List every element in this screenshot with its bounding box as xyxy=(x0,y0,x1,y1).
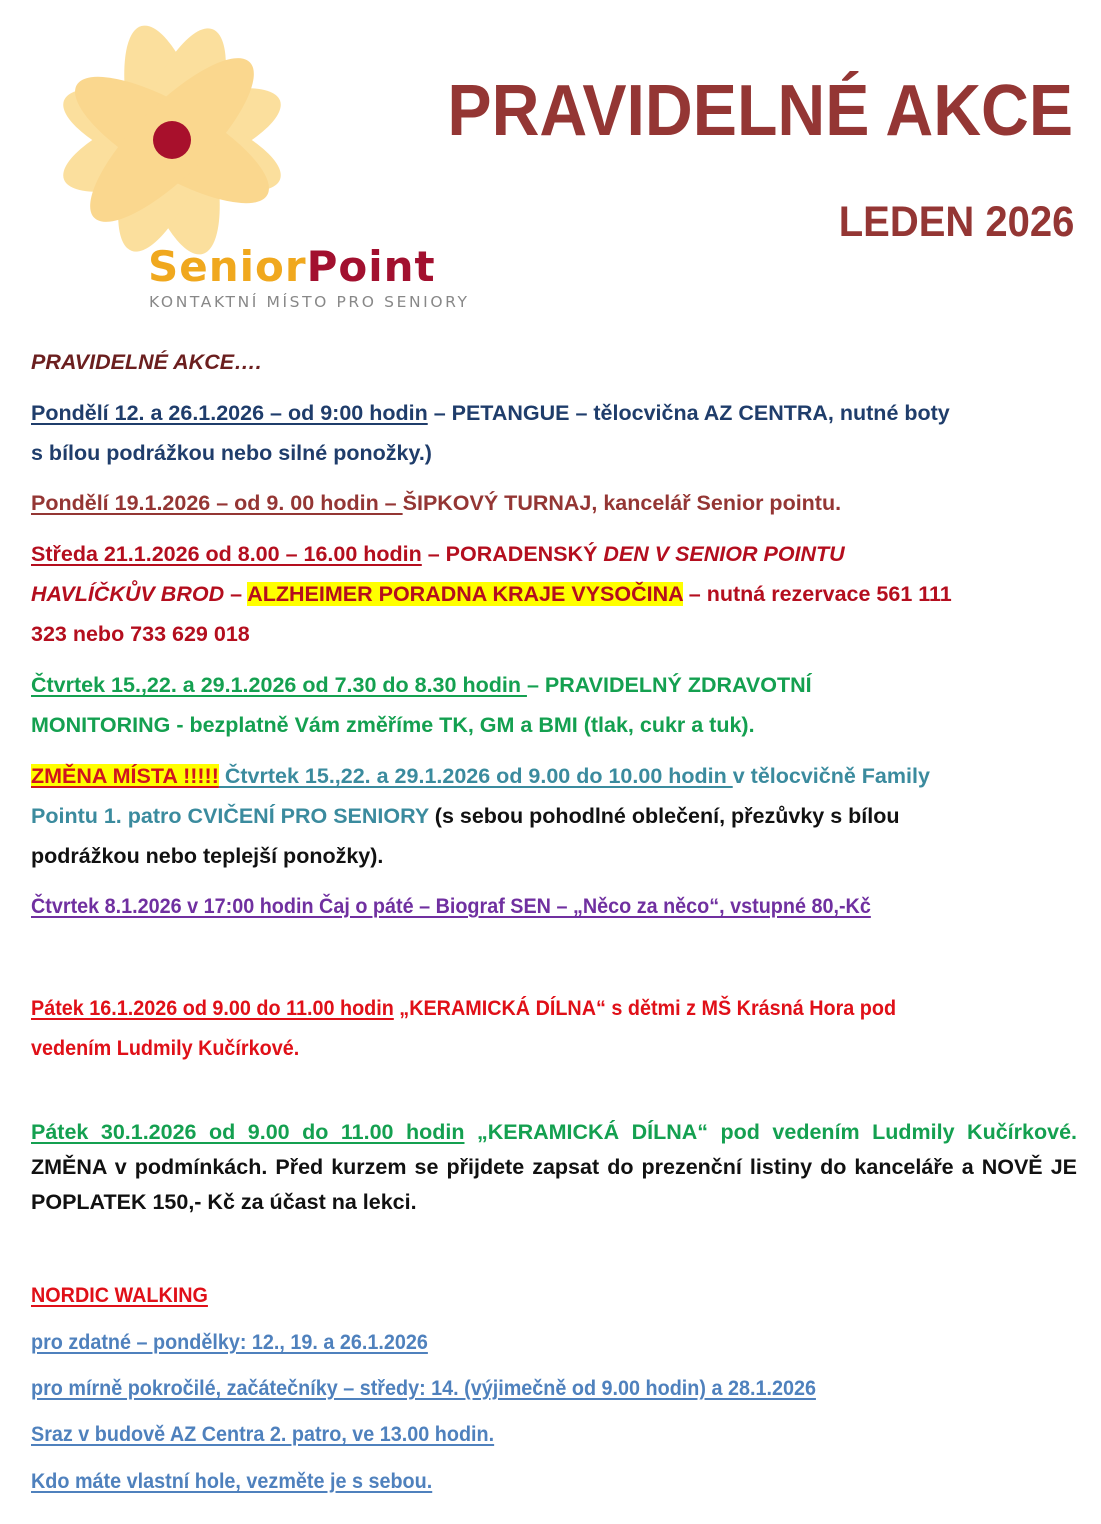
event-date: Pondělí 19.1.2026 – od 9. 00 hodin – xyxy=(31,491,403,515)
nordic-line-text: Kdo máte vlastní hole, vezměte je s sebou. xyxy=(31,1469,433,1493)
event-text: – PORADENSKÝ xyxy=(421,542,604,566)
event-text: ZMĚNA v podmínkách. Před kurzem se přijdete zapsat do prezenční listiny do kanceláře a xyxy=(31,1155,982,1179)
section-heading: NORDIC WALKING xyxy=(31,1283,208,1307)
event-keramicka-dilna xyxy=(31,1115,1077,1220)
event-sipkovy-turnaj xyxy=(31,483,1077,523)
event-date: Středa 21.1.2026 od 8.00 – 16.00 hodin xyxy=(31,542,422,566)
event-date: Pátek 30.1.2026 od 9.00 do 11.00 hodin xyxy=(31,1120,465,1144)
event-text-italic: DEN V SENIOR POINTU xyxy=(603,542,845,566)
brand-senior: Senior xyxy=(148,242,307,291)
event-cviceni xyxy=(31,756,1077,876)
brand-wordmark xyxy=(148,242,436,291)
alert-zmena-mista: ZMĚNA MÍSTA !!!!! xyxy=(31,764,219,788)
event-text: za účast na lekci. xyxy=(234,1190,417,1214)
nordic-line-text: Sraz v budově AZ Centra 2. patro, ve 13.00 hodin. xyxy=(31,1422,495,1446)
event-caj-o-pate xyxy=(31,886,1077,926)
nordic-walking-line xyxy=(31,1461,1077,1501)
event-text: MONITORING - bezplatně Vám změříme TK, GM a BMI (tlak, cukr a tuk). xyxy=(31,713,755,737)
event-zdravotni-monitoring xyxy=(31,665,1077,745)
highlighted-alzheimer: ALZHEIMER PORADNA KRAJE VYSOČINA xyxy=(247,582,683,606)
event-petangue xyxy=(31,393,1077,473)
nordic-line-text: pro zdatné – pondělky: 12., 19. a 26.1.2026 xyxy=(31,1330,428,1354)
event-poradensky-den xyxy=(31,534,1077,654)
event-text: ŠIPKOVÝ TURNAJ, kancelář Senior pointu. xyxy=(402,491,842,515)
page-subtitle: LEDEN 2026 xyxy=(838,198,1074,246)
event-text: – PETANGUE – tělocvična AZ CENTRA, nutné boty xyxy=(427,401,950,425)
event-date: Pátek 16.1.2026 od 9.00 do 11.00 hodin xyxy=(31,996,394,1020)
nordic-walking-line xyxy=(31,1368,1077,1408)
nordic-walking-line xyxy=(31,1414,1077,1454)
event-text: podrážkou nebo teplejší ponožky). xyxy=(31,844,384,868)
event-text: „KERAMICKÁ DÍLNA“ pod vedením Ludmily Kučírkové. xyxy=(464,1120,1077,1144)
event-text: Čtvrtek 8.1.2026 v 17:00 hodin Čaj o páté – Biograf SEN – „Něco za něco“, vstupné 80,-Kč xyxy=(31,894,871,918)
event-text: v tělocvičně Family xyxy=(732,764,930,788)
event-text: – xyxy=(224,582,248,606)
nordic-line-text: pro mírně pokročilé, začátečníky – středy: 14. (výjimečně od 9.00 hodin) a 28.1.2026 xyxy=(31,1376,816,1400)
nordic-walking-heading xyxy=(31,1275,1077,1315)
event-text: vedením Ludmily Kučírkové. xyxy=(31,1036,300,1060)
event-date: Čtvrtek 15.,22. a 29.1.2026 od 7.30 do 8.30 hodin xyxy=(31,673,527,697)
event-text: – PRAVIDELNÝ ZDRAVOTNÍ xyxy=(526,673,812,697)
event-keramicka-dilna-ms xyxy=(31,988,1077,1068)
intro-heading: PRAVIDELNÉ AKCE…. xyxy=(31,350,262,374)
nordic-walking-line xyxy=(31,1322,1077,1362)
event-text: – nutná rezervace 561 111 xyxy=(682,582,952,606)
event-text: Pointu 1. patro CVIČENÍ PRO SENIORY xyxy=(31,804,429,828)
event-text: (s sebou pohodlné oblečení, přezůvky s bílou xyxy=(428,804,900,828)
event-date: Čtvrtek 15.,22. a 29.1.2026 od 9.00 do 10.00 hodin xyxy=(218,764,733,788)
brand-point: Point xyxy=(306,242,436,291)
page-title: PRAVIDELNÉ AKCE xyxy=(447,71,1073,151)
event-fee: NOVĚ JE POPLATEK 150,- Kč xyxy=(31,1155,1078,1214)
event-text: „KERAMICKÁ DÍLNA“ s dětmi z MŠ Krásná Hora pod xyxy=(393,996,897,1020)
event-date: Pondělí 12. a 26.1.2026 – od 9:00 hodin xyxy=(31,401,428,425)
brand-tagline: KONTAKTNÍ MÍSTO PRO SENIORY xyxy=(149,293,470,311)
event-phone: 323 nebo 733 629 018 xyxy=(31,622,250,646)
event-text-italic: HAVLÍČKŮV BROD xyxy=(31,582,225,606)
senior-point-flower-logo-icon xyxy=(20,10,290,260)
event-text: s bílou podrážkou nebo silné ponožky.) xyxy=(31,441,432,465)
